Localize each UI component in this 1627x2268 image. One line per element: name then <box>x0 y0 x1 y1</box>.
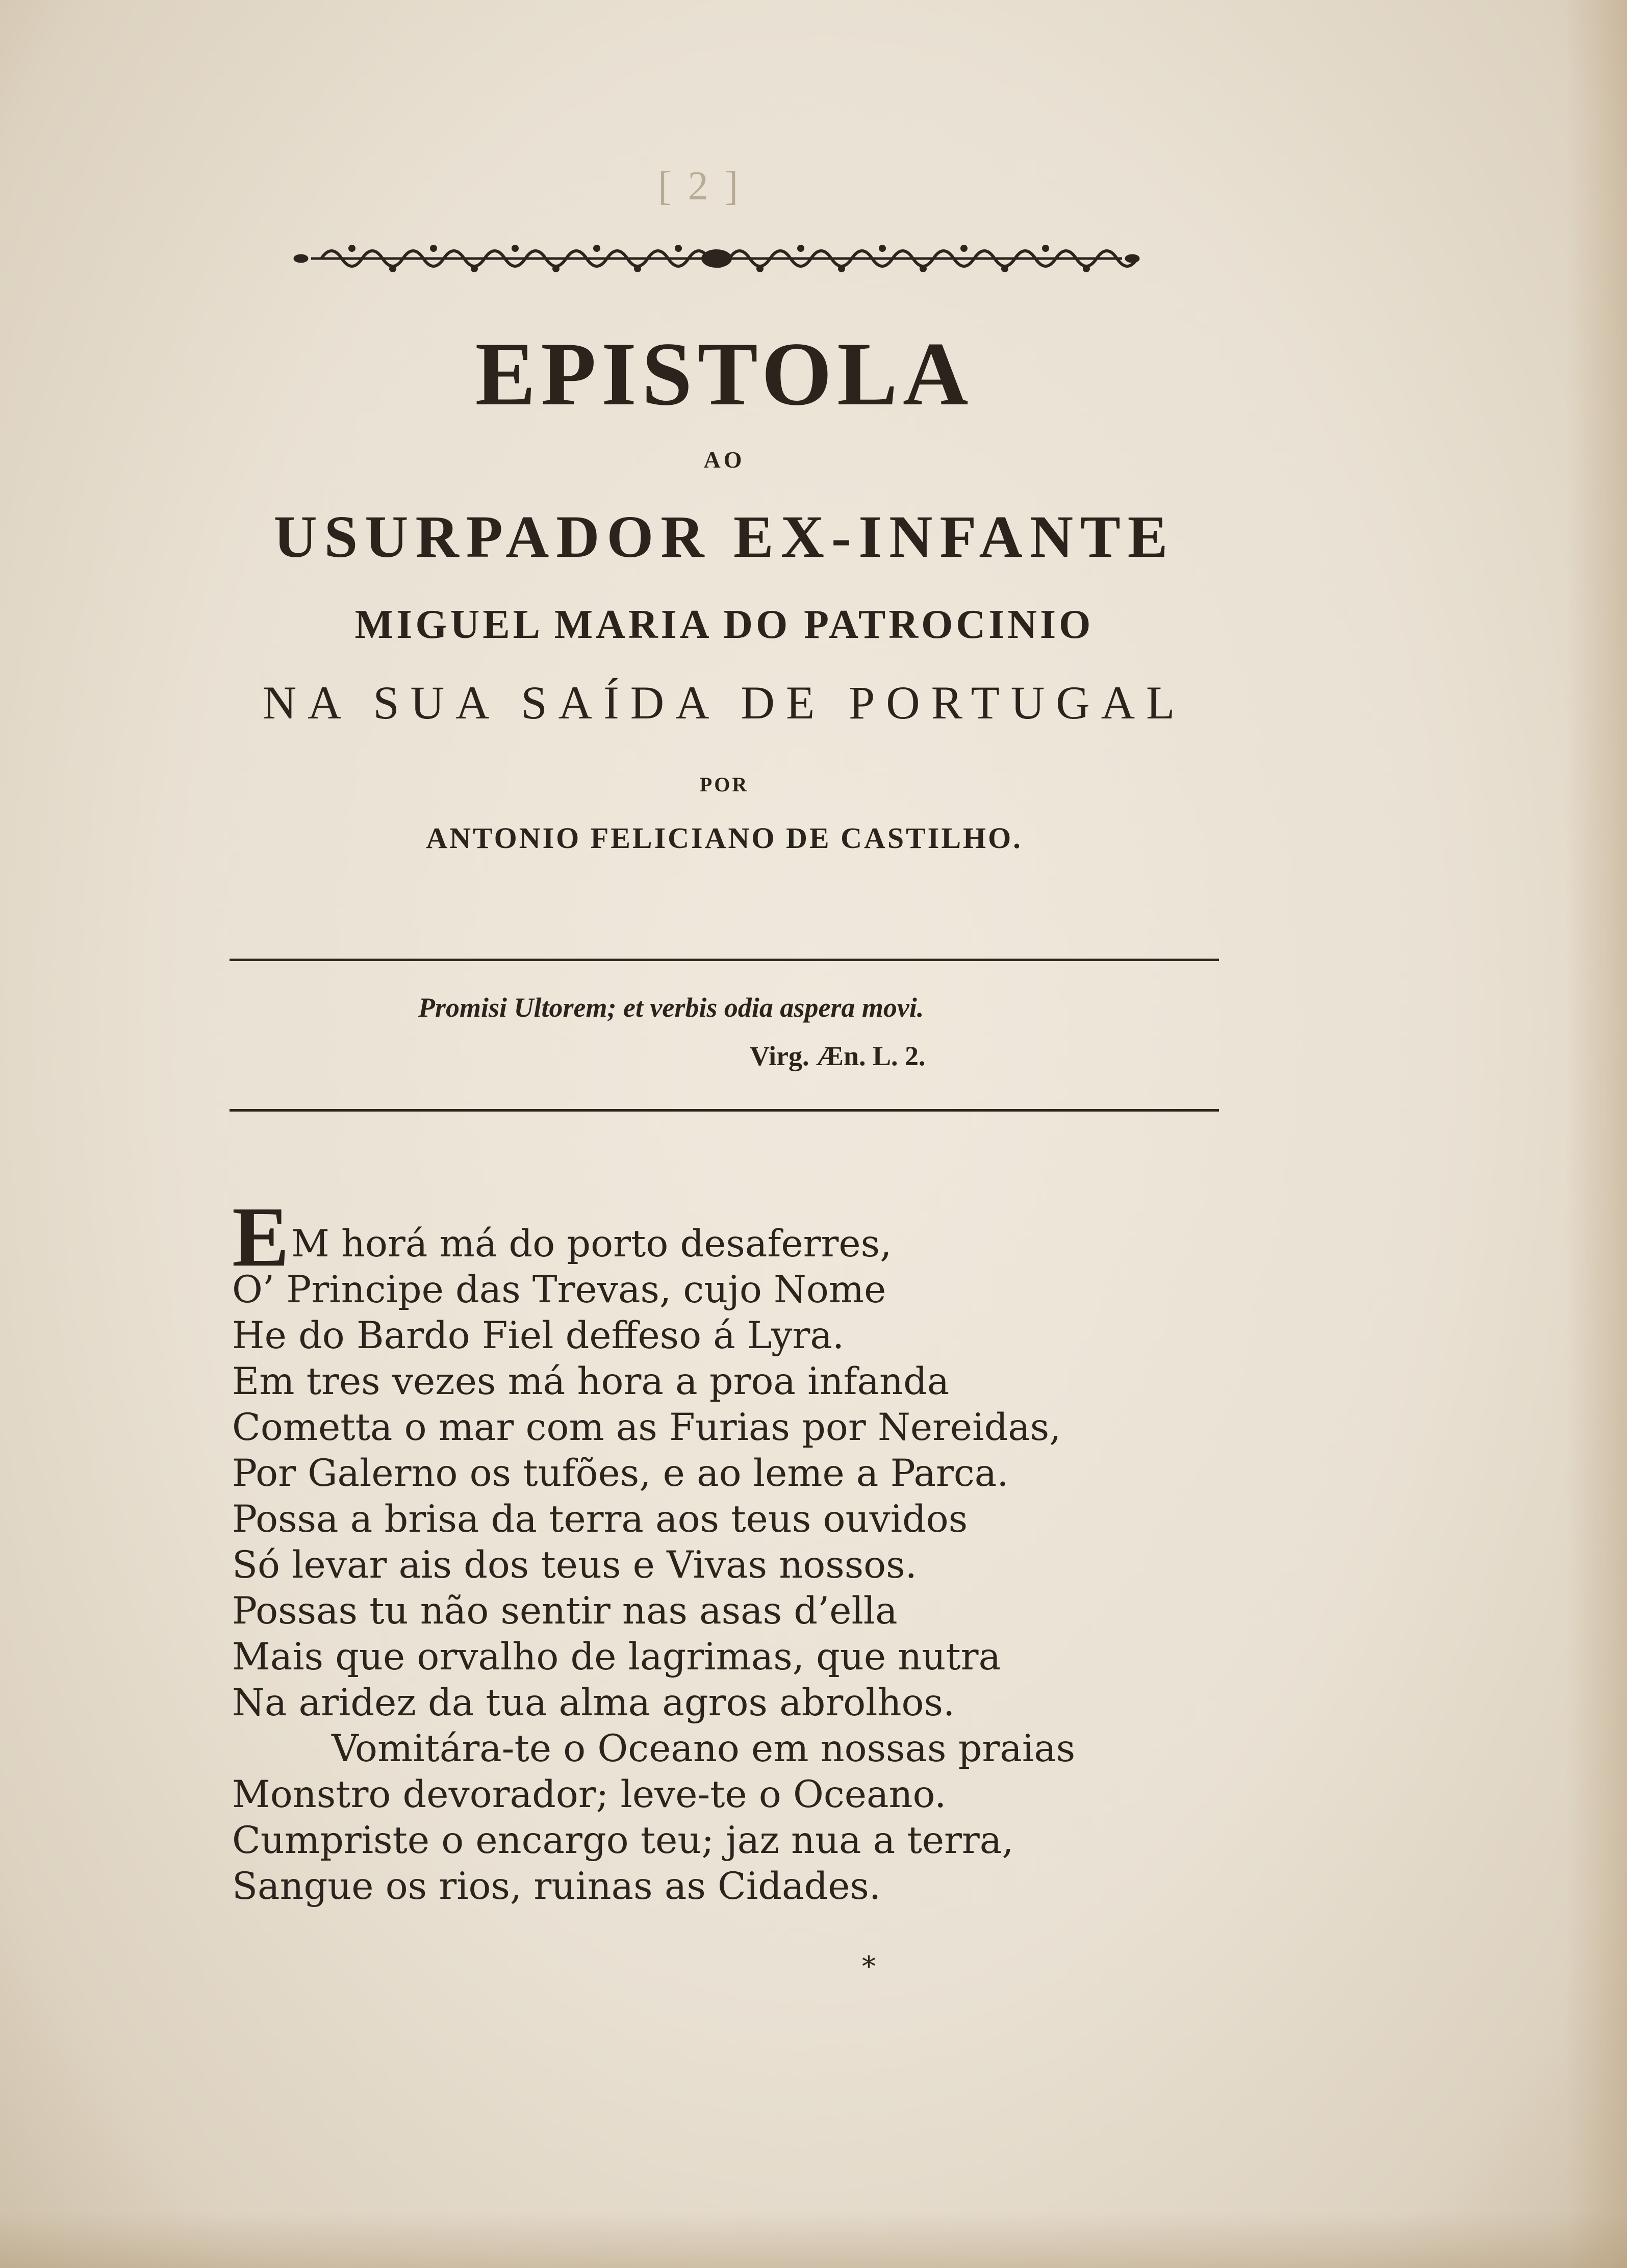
poem-line: He do Bardo Fiel deffeso á Lyra. <box>232 1314 845 1357</box>
poem-line: Cumpriste o encargo teu; jaz nua a terra, <box>232 1819 1014 1862</box>
top-divider-rule <box>230 959 1219 961</box>
bottom-divider-rule <box>230 1109 1219 1112</box>
poem-line: Em tres vezes má hora a proa infanda <box>232 1360 950 1403</box>
dedication-por: POR <box>699 773 749 796</box>
poem-line: Monstro devorador; leve-te o Oceano. <box>232 1773 947 1816</box>
dedication-departure: NA SUA SAÍDA DE PORTUGAL <box>262 677 1186 729</box>
poem-line: O’ Principe das Trevas, cujo Nome <box>232 1268 886 1311</box>
dedication-name: MIGUEL MARIA DO PATROCINIO <box>354 602 1094 647</box>
poem-first-line: horá má do porto desaferres, <box>329 1222 892 1266</box>
poem-line: Só levar ais dos teus e Vivas nossos. <box>232 1543 917 1587</box>
dedication-ao: AO <box>703 447 745 473</box>
poem-line: Cometta o mar com as Furias por Nereidas, <box>232 1406 1061 1449</box>
poem-line: Na aridez da tua alma agros abrolhos. <box>232 1681 955 1724</box>
poem-line: Por Galerno os tufões, e ao leme a Parca. <box>232 1452 1009 1495</box>
author-name: ANTONIO FELICIANO DE CASTILHO. <box>426 821 1023 855</box>
poem-line <box>232 1190 1252 1284</box>
poem-line-indented: Vomitára-te o Oceano em nossas praias <box>332 1727 1076 1770</box>
poem-body <box>232 1190 1252 1910</box>
poem-line: Sangue os rios, ruinas as Cidades. <box>232 1865 881 1908</box>
signature-mark: * <box>862 1950 876 1982</box>
page-title: EPISTOLA <box>475 323 974 424</box>
epigraph-text: Promisi Ultorem; et verbis odia aspera movi. <box>418 992 924 1023</box>
decorative-vine-border-icon <box>291 237 1142 278</box>
poem-line: Possa a brisa da terra aos teus ouvidos <box>232 1498 968 1541</box>
drop-cap-rest: M <box>291 1222 329 1266</box>
dedication-subtitle: USURPADOR EX-INFANTE <box>273 503 1175 570</box>
poem-line: Mais que orvalho de lagrimas, que nutra <box>232 1635 1001 1679</box>
poem-line: Possas tu não sentir nas asas d’ella <box>232 1589 898 1633</box>
drop-cap: E <box>232 1190 290 1284</box>
page-edge-shadow <box>1566 0 1627 2268</box>
page-number: [ 2 ] <box>658 164 742 209</box>
page-bottom-shadow <box>0 2212 1627 2268</box>
epigraph-source: Virg. Æn. L. 2. <box>750 1041 926 1071</box>
